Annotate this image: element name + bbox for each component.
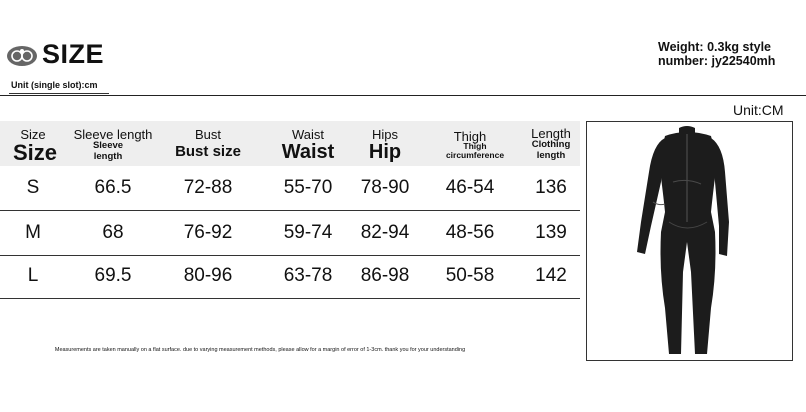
col-header-sleeve-en: Sleeve length	[73, 127, 153, 142]
table-cell-bust: 72-88	[183, 177, 233, 198]
jumpsuit-illustration	[587, 122, 792, 360]
brand-logo-icon	[6, 44, 38, 68]
col-header-length-small: Clothing length	[531, 139, 571, 161]
table-cell-length: 136	[535, 177, 567, 198]
table-cell-waist: 63-78	[283, 265, 333, 286]
table-cell-bust: 76-92	[183, 222, 233, 243]
col-header-hips-big: Hip	[368, 141, 402, 163]
unit-note: Unit (single slot):cm	[11, 80, 98, 90]
unit-underline	[9, 93, 109, 94]
product-image	[586, 121, 793, 361]
col-header-thigh-en: Thigh	[453, 129, 487, 144]
table-cell-waist: 59-74	[283, 222, 333, 243]
row-divider	[0, 255, 580, 256]
col-header-sleeve-small: Sleeve length	[92, 140, 124, 162]
unit-label: Unit:CM	[733, 102, 784, 118]
col-header-waist-big: Waist	[281, 141, 335, 163]
table-cell-thigh: 50-58	[445, 265, 495, 286]
col-header-size-big: Size	[12, 140, 58, 165]
table-cell-bust: 80-96	[183, 265, 233, 286]
col-header-waist-en: Waist	[291, 127, 325, 142]
weight-line-2: number: jy22540mh	[658, 54, 776, 68]
table-cell-hips: 86-98	[360, 265, 410, 286]
table-cell-size: S	[26, 177, 40, 198]
table-cell-sleeve: 66.5	[94, 177, 132, 198]
col-header-thigh-small: Thigh circumference	[445, 141, 505, 160]
table-cell-sleeve: 68	[102, 222, 124, 243]
header-divider	[0, 95, 806, 96]
measurement-note: Measurements are taken manually on a flat surface. due to varying measurement methods, please allow for a margin of error of 1-3cm. thank you for your understanding	[54, 347, 466, 353]
table-cell-waist: 55-70	[283, 177, 333, 198]
table-cell-hips: 82-94	[360, 222, 410, 243]
table-cell-sleeve: 69.5	[94, 265, 132, 286]
table-cell-thigh: 48-56	[445, 222, 495, 243]
col-header-bust-big: Bust size	[175, 143, 241, 160]
table-cell-length: 139	[535, 222, 567, 243]
col-header-hips-en: Hips	[371, 127, 398, 142]
col-header-bust-en: Bust	[194, 127, 221, 142]
table-cell-size: M	[25, 222, 41, 243]
col-header-size-en: Size	[20, 127, 46, 142]
weight-line-1: Weight: 0.3kg style	[658, 40, 771, 54]
table-cell-size: L	[27, 265, 39, 286]
table-cell-length: 142	[535, 265, 567, 286]
table-cell-hips: 78-90	[360, 177, 410, 198]
row-divider	[0, 298, 580, 299]
row-divider	[0, 210, 580, 211]
col-header-length-en: Length	[531, 126, 571, 141]
table-cell-thigh: 46-54	[445, 177, 495, 198]
weight-style-info	[658, 40, 798, 68]
page-title: SIZE	[42, 39, 105, 69]
